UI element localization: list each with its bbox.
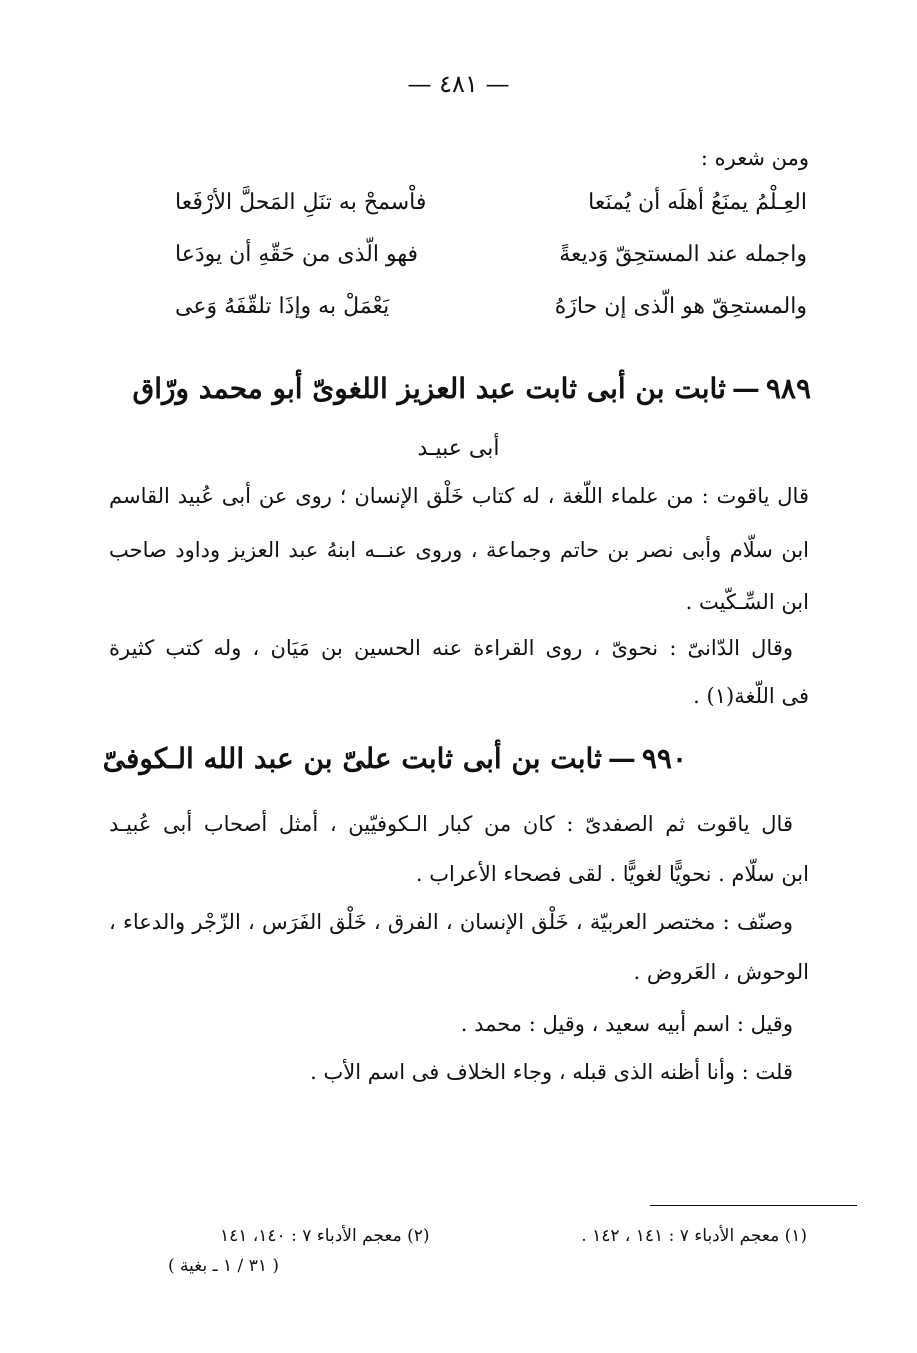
- entry-subtitle: أبى عبيـد: [417, 436, 500, 461]
- footnote-divider: [650, 1205, 857, 1206]
- verse-hemistich-second: فاْسمحْ به تنَلِ المَحلَّ الأرْفَعا: [175, 190, 427, 215]
- footnote-1: (١) معجم الأدباء ٧ : ١٤١ ، ١٤٢ .: [581, 1226, 807, 1246]
- paragraph-line: قال ياقوت : من علماء اللّغة ، له كتاب خَلْق الإنسان ؛ روى عن أبى عُبيد القاسم: [109, 484, 809, 508]
- verse-hemistich-second: فهو الّذى من حَقّهِ أن يودَعا: [175, 242, 419, 267]
- paragraph-line: وقال الدّانىّ : نحوىّ ، روى القراءة عنه الحسين بن مَيَان ، وله كتب كثيرة: [109, 636, 793, 660]
- footnotes: [220, 1226, 807, 1250]
- verse-hemistich-second: يَعْمَلْ به وإذَا تلقّفَهُ وَعى: [175, 294, 390, 319]
- entry-heading: [103, 742, 687, 775]
- paragraph-line: ابن السِّـكّيت .: [685, 590, 809, 614]
- verse-line: [175, 190, 807, 230]
- paragraph-line: قال ياقوت ثم الصفدىّ : كان من كبار الـكوفيّين ، أمثل أصحاب أبى عُبيـد: [109, 812, 793, 836]
- heading-dash: —: [607, 742, 636, 775]
- verse-line: [175, 294, 807, 334]
- paragraph-line: ابن سلّام . نحويًّا لغويًّا . لقى فصحاء الأعراب .: [415, 862, 809, 886]
- paragraph-line: قلت : وأنا أظنه الذى قبله ، وجاء الخلاف فى اسم الأب .: [310, 1060, 793, 1084]
- verse-hemistich-first: العِـلْمُ يمنَعُ أهلَه أن يُمنَعا: [588, 190, 807, 215]
- paragraph-line: فى اللّغة(١) .: [693, 684, 809, 708]
- paragraph-line: وصنّف : مختصر العربيّة ، خَلْق الإنسان ، الفرق ، خَلْق الفَرَس ، الزّجْر والدعاء ،: [109, 910, 793, 934]
- poetry-intro: ومن شعره :: [700, 146, 809, 170]
- signature-mark: ( ٣١ / ١ ـ بغية ): [168, 1256, 280, 1276]
- page-number: — ٤٨١ —: [407, 70, 510, 98]
- verse-hemistich-first: والمستحِقّ هو الّذى إن حازَهُ: [554, 294, 807, 319]
- entry-number: ٩٨٩: [765, 372, 811, 405]
- verse-hemistich-first: واجمله عند المستحِقّ وَديعةً: [559, 242, 807, 267]
- paragraph-line: الوحوش ، العَروض .: [633, 960, 809, 984]
- entry-title: ثابت بن أبى ثابت علىّ بن عبد الله الـكوفىّ: [102, 742, 602, 775]
- heading-dash: —: [731, 372, 760, 405]
- paragraph-line: ابن سلّام وأبى نصر بن حاتم وجماعة ، وروى عنــه ابنهُ عبد العزيز وداود صاحب: [109, 538, 809, 562]
- entry-title: ثابت بن أبى ثابت عبد العزيز اللغوىّ أبو محمد ورّاق: [132, 372, 726, 405]
- verse-line: [175, 242, 807, 282]
- footnote-2: (٢) معجم الأدباء ٧ : ١٤٠، ١٤١: [220, 1226, 430, 1246]
- paragraph-line: وقيل : اسم أبيه سعيد ، وقيل : محمد .: [460, 1012, 793, 1036]
- entry-heading: [133, 372, 811, 405]
- entry-number: ٩٩٠: [641, 742, 687, 775]
